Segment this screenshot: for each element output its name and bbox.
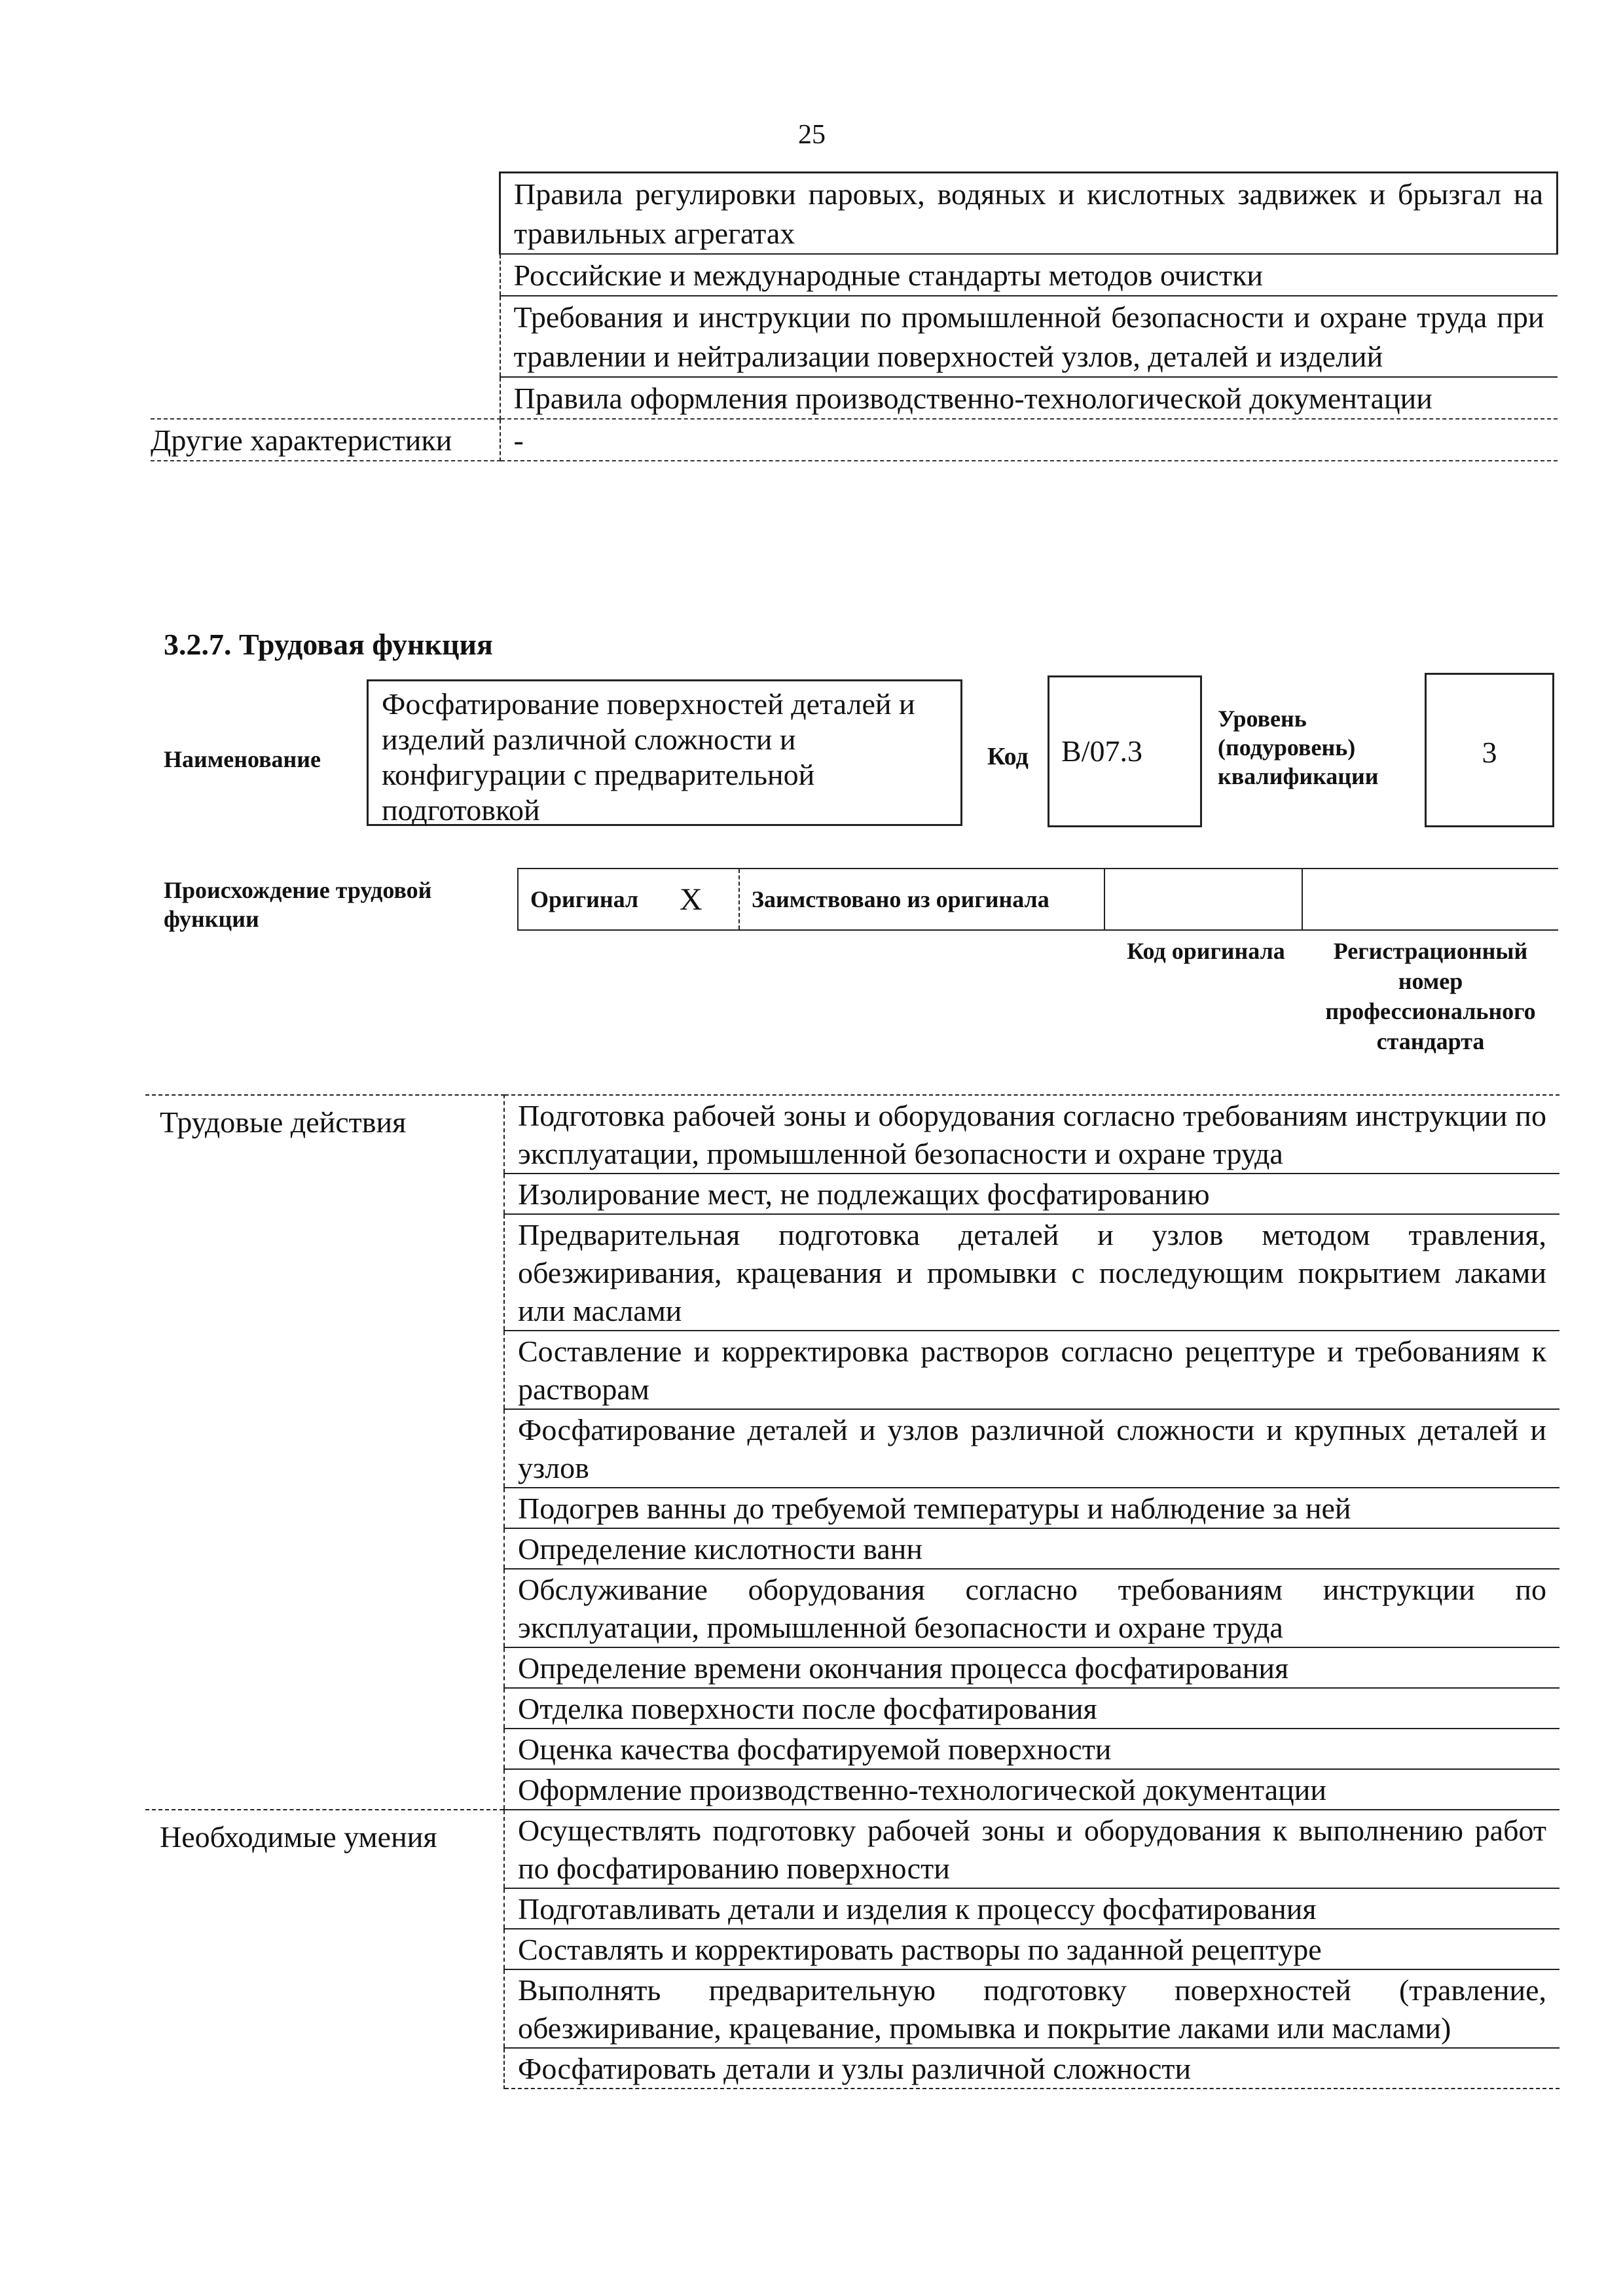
labor-action-item: Оформление производственно-технологической документации [504, 1769, 1559, 1810]
labor-action-item: Фосфатирование деталей и узлов различной сложности и крупных деталей и узлов [504, 1409, 1559, 1488]
labor-action-item: Определение времени окончания процесса фосфатирования [504, 1647, 1559, 1688]
requirements-continuation-table [151, 171, 1558, 461]
borrowed-cell: Заимствовано из оригинала [739, 869, 1104, 930]
original-cell: Оригинал [518, 869, 668, 930]
qualification-level-box: 3 [1425, 673, 1554, 827]
skill-item: Осуществлять подготовку рабочей зоны и оборудования к выполнению работ по фосфатированию поверхности [504, 1810, 1559, 1888]
requirement-item: Правила регулировки паровых, водяных и кислотных задвижек и брызгал на травильных агрегатах [500, 173, 1558, 255]
requirement-item: Требования и инструкции по промышленной безопасности и охране труда при травлении и нейтрализации поверхностей узлов, деталей и изделий [500, 296, 1558, 377]
labor-action-item: Обслуживание оборудования согласно требованиям инструкции по эксплуатации, промышленной безопасности и охране труда [504, 1569, 1559, 1647]
function-name-box: Фосфатирование поверхностей деталей и изделий различной сложности и конфигурации с предварительной подготовкой [367, 679, 962, 826]
labor-action-item: Отделка поверхности после фосфатирования [504, 1688, 1559, 1729]
name-label: Наименование [164, 746, 321, 772]
original-code-cell [1104, 869, 1302, 930]
labor-action-item: Определение кислотности ванн [504, 1528, 1559, 1569]
labor-action-item: Оценка качества фосфатируемой поверхности [504, 1729, 1559, 1769]
function-code-box: B/07.3 [1048, 675, 1202, 827]
registration-number-caption: Регистрационный номер профессионального стандарта [1325, 938, 1536, 1054]
requirement-item: Российские и международные стандарты методов очистки [500, 254, 1558, 296]
registration-number-cell [1302, 869, 1558, 930]
section-title: 3.2.7. Трудовая функция [164, 628, 493, 661]
origin-label: Происхождение трудовой функции [164, 877, 432, 932]
labor-actions-label: Трудовые действия [145, 1095, 504, 1810]
page-number: 25 [798, 120, 826, 150]
skill-item: Подготавливать детали и изделия к процессу фосфатирования [504, 1888, 1559, 1929]
required-skills-label: Необходимые умения [145, 1810, 504, 2089]
requirement-item: Правила оформления производственно-технологической документации [500, 377, 1558, 419]
actions-skills-table [145, 1094, 1559, 2089]
skill-item: Выполнять предварительную подготовку поверхностей (травление, обезжиривание, крацевание, промывка и покрытие лаками или маслами) [504, 1969, 1559, 2048]
labor-action-item: Изолирование мест, не подлежащих фосфатированию [504, 1174, 1559, 1214]
labor-action-item: Подогрев ванны до требуемой температуры и наблюдение за ней [504, 1488, 1559, 1528]
origin-table [517, 868, 1558, 931]
skill-item: Составлять и корректировать растворы по заданной рецептуре [504, 1929, 1559, 1969]
labor-action-item: Составление и корректировка растворов согласно рецептуре и требованиям к растворам [504, 1331, 1559, 1409]
qualification-level-label: Уровень (подуровень) квалификации [1218, 706, 1379, 789]
labor-action-item: Предварительная подготовка деталей и узлов методом травления, обезжиривания, крацевания и промывки с последующим покрытием лаками или маслами [504, 1214, 1559, 1331]
other-characteristics-label: Другие характеристики [151, 419, 500, 461]
code-label: Код [987, 743, 1029, 770]
original-code-caption: Код оригинала [1127, 938, 1285, 964]
labor-action-item: Подготовка рабочей зоны и оборудования согласно требованиям инструкции по эксплуатации, промышленной безопасности и охране труда [504, 1095, 1559, 1174]
skill-item: Фосфатировать детали и узлы различной сложности [504, 2048, 1559, 2089]
original-mark: X [668, 869, 739, 930]
other-characteristics-value: - [500, 419, 1558, 461]
